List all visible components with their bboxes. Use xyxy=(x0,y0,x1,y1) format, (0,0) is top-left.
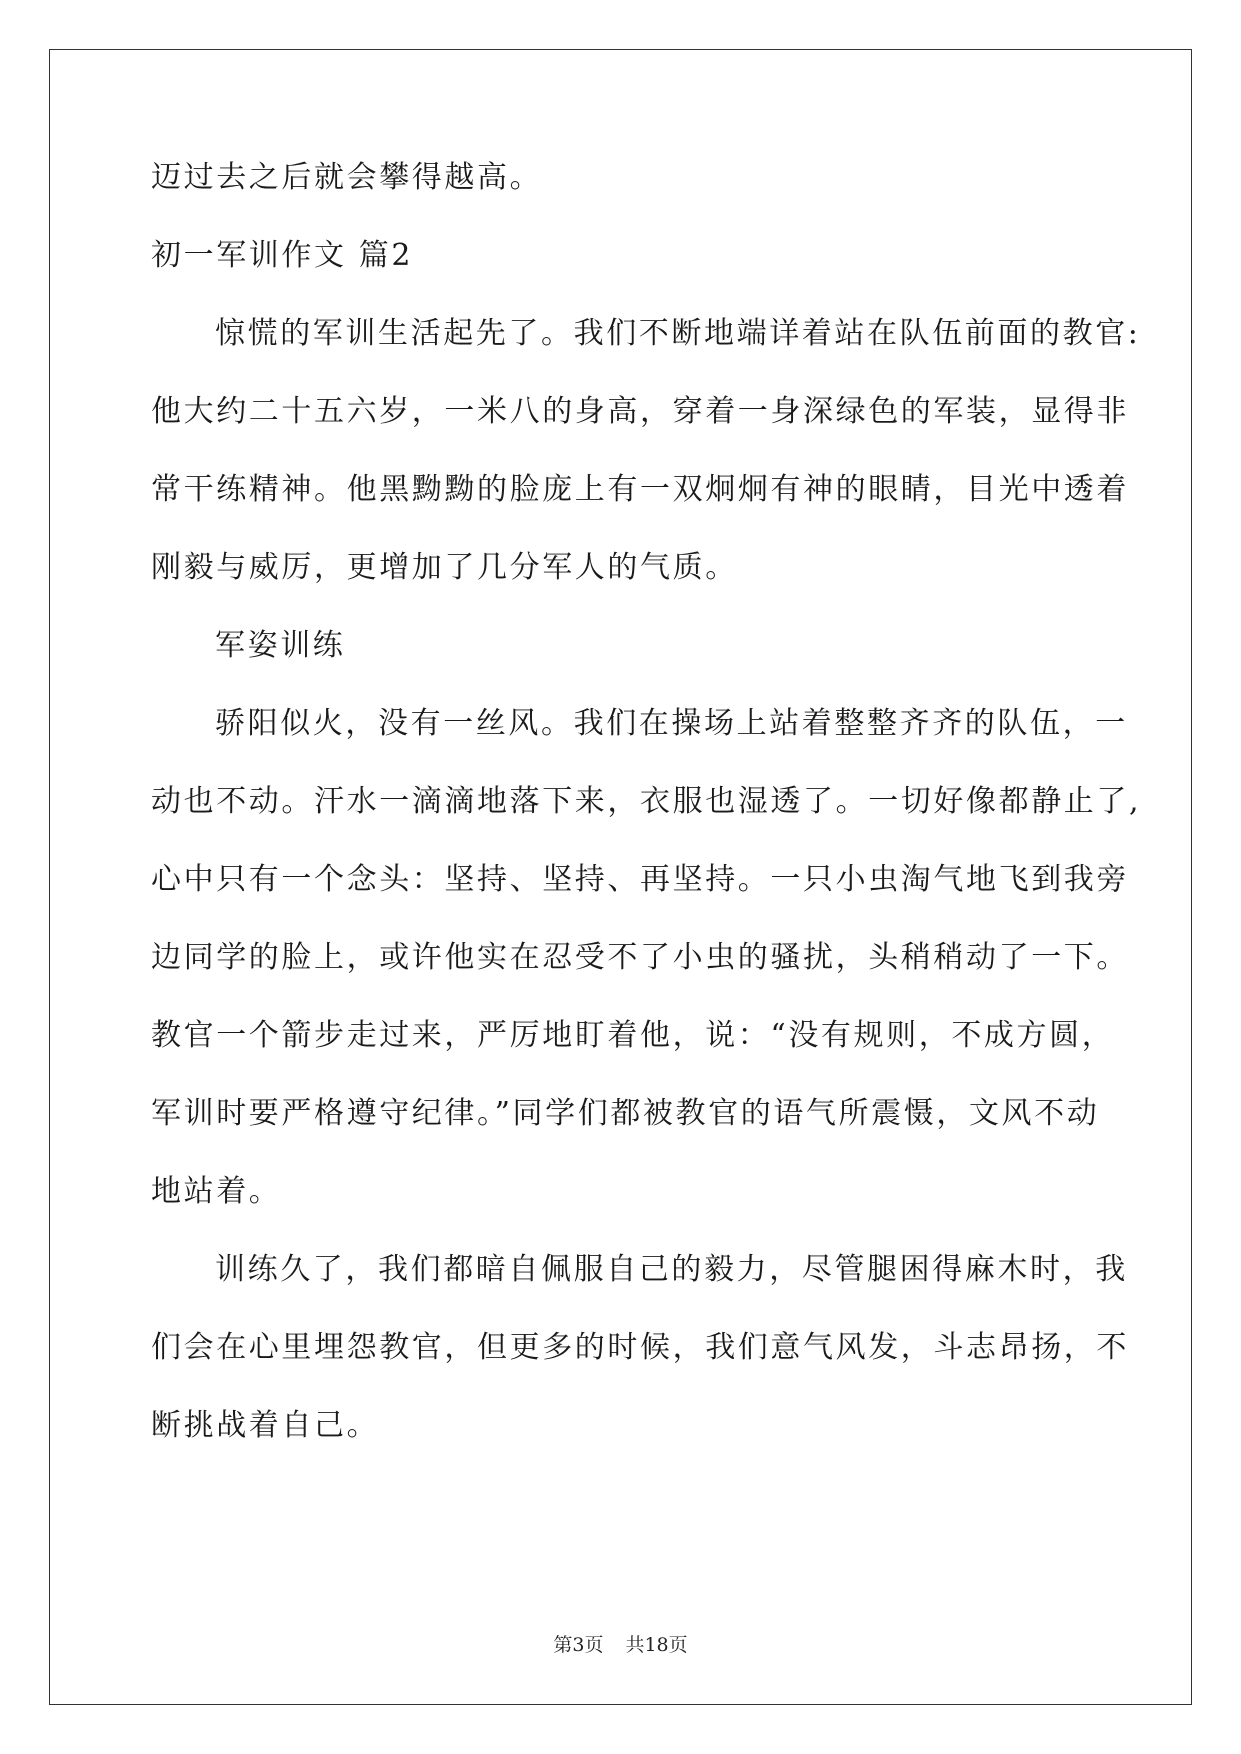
paragraph-line: 军训时要严格遵守纪律。”同学们都被教官的语气所震慑，文风不动 xyxy=(151,1096,1100,1131)
paragraph-line: 他大约二十五六岁，一米八的身高，穿着一身深绿色的军装，显得非 xyxy=(151,394,1129,429)
paragraph-line: 训练久了，我们都暗自佩服自己的毅力，尽管腿困得麻木时，我 xyxy=(215,1252,1128,1287)
subheading: 军姿训练 xyxy=(215,628,346,663)
paragraph-line: 惊慌的军训生活起先了。我们不断地端详着站在队伍前面的教官: xyxy=(215,316,1141,351)
paragraph-line: 刚毅与威厉，更增加了几分军人的气质。 xyxy=(151,550,738,585)
paragraph-line: 地站着。 xyxy=(151,1174,282,1209)
paragraph-line: 动也不动。汗水一滴滴地落下来，衣服也湿透了。一切好像都静止了, xyxy=(151,784,1142,819)
page-footer xyxy=(0,1633,1241,1657)
section-heading: 初一军训作文 篇2 xyxy=(151,238,414,273)
paragraph-line: 心中只有一个念头：坚持、坚持、再坚持。一只小虫淘气地飞到我旁 xyxy=(151,862,1129,897)
page-total: 共18页 xyxy=(625,1634,688,1656)
document-body xyxy=(151,158,1142,1484)
paragraph-line: 骄阳似火，没有一丝风。我们在操场上站着整整齐齐的队伍，一 xyxy=(215,706,1128,741)
paragraph-line: 们会在心里埋怨教官，但更多的时候，我们意气风发，斗志昂扬，不 xyxy=(151,1330,1129,1365)
paragraph-line: 断挑战着自己。 xyxy=(151,1408,380,1443)
paragraph-line: 教官一个箭步走过来，严厉地盯着他，说：“没有规则，不成方圆， xyxy=(151,1018,1115,1053)
text-line: 迈过去之后就会攀得越高。 xyxy=(151,160,543,195)
paragraph-line: 边同学的脸上，或许他实在忍受不了小虫的骚扰，头稍稍动了一下。 xyxy=(151,940,1129,975)
paragraph-line: 常干练精神。他黑黝黝的脸庞上有一双炯炯有神的眼睛，目光中透着 xyxy=(151,472,1129,507)
page-number: 第3页 xyxy=(553,1634,604,1656)
